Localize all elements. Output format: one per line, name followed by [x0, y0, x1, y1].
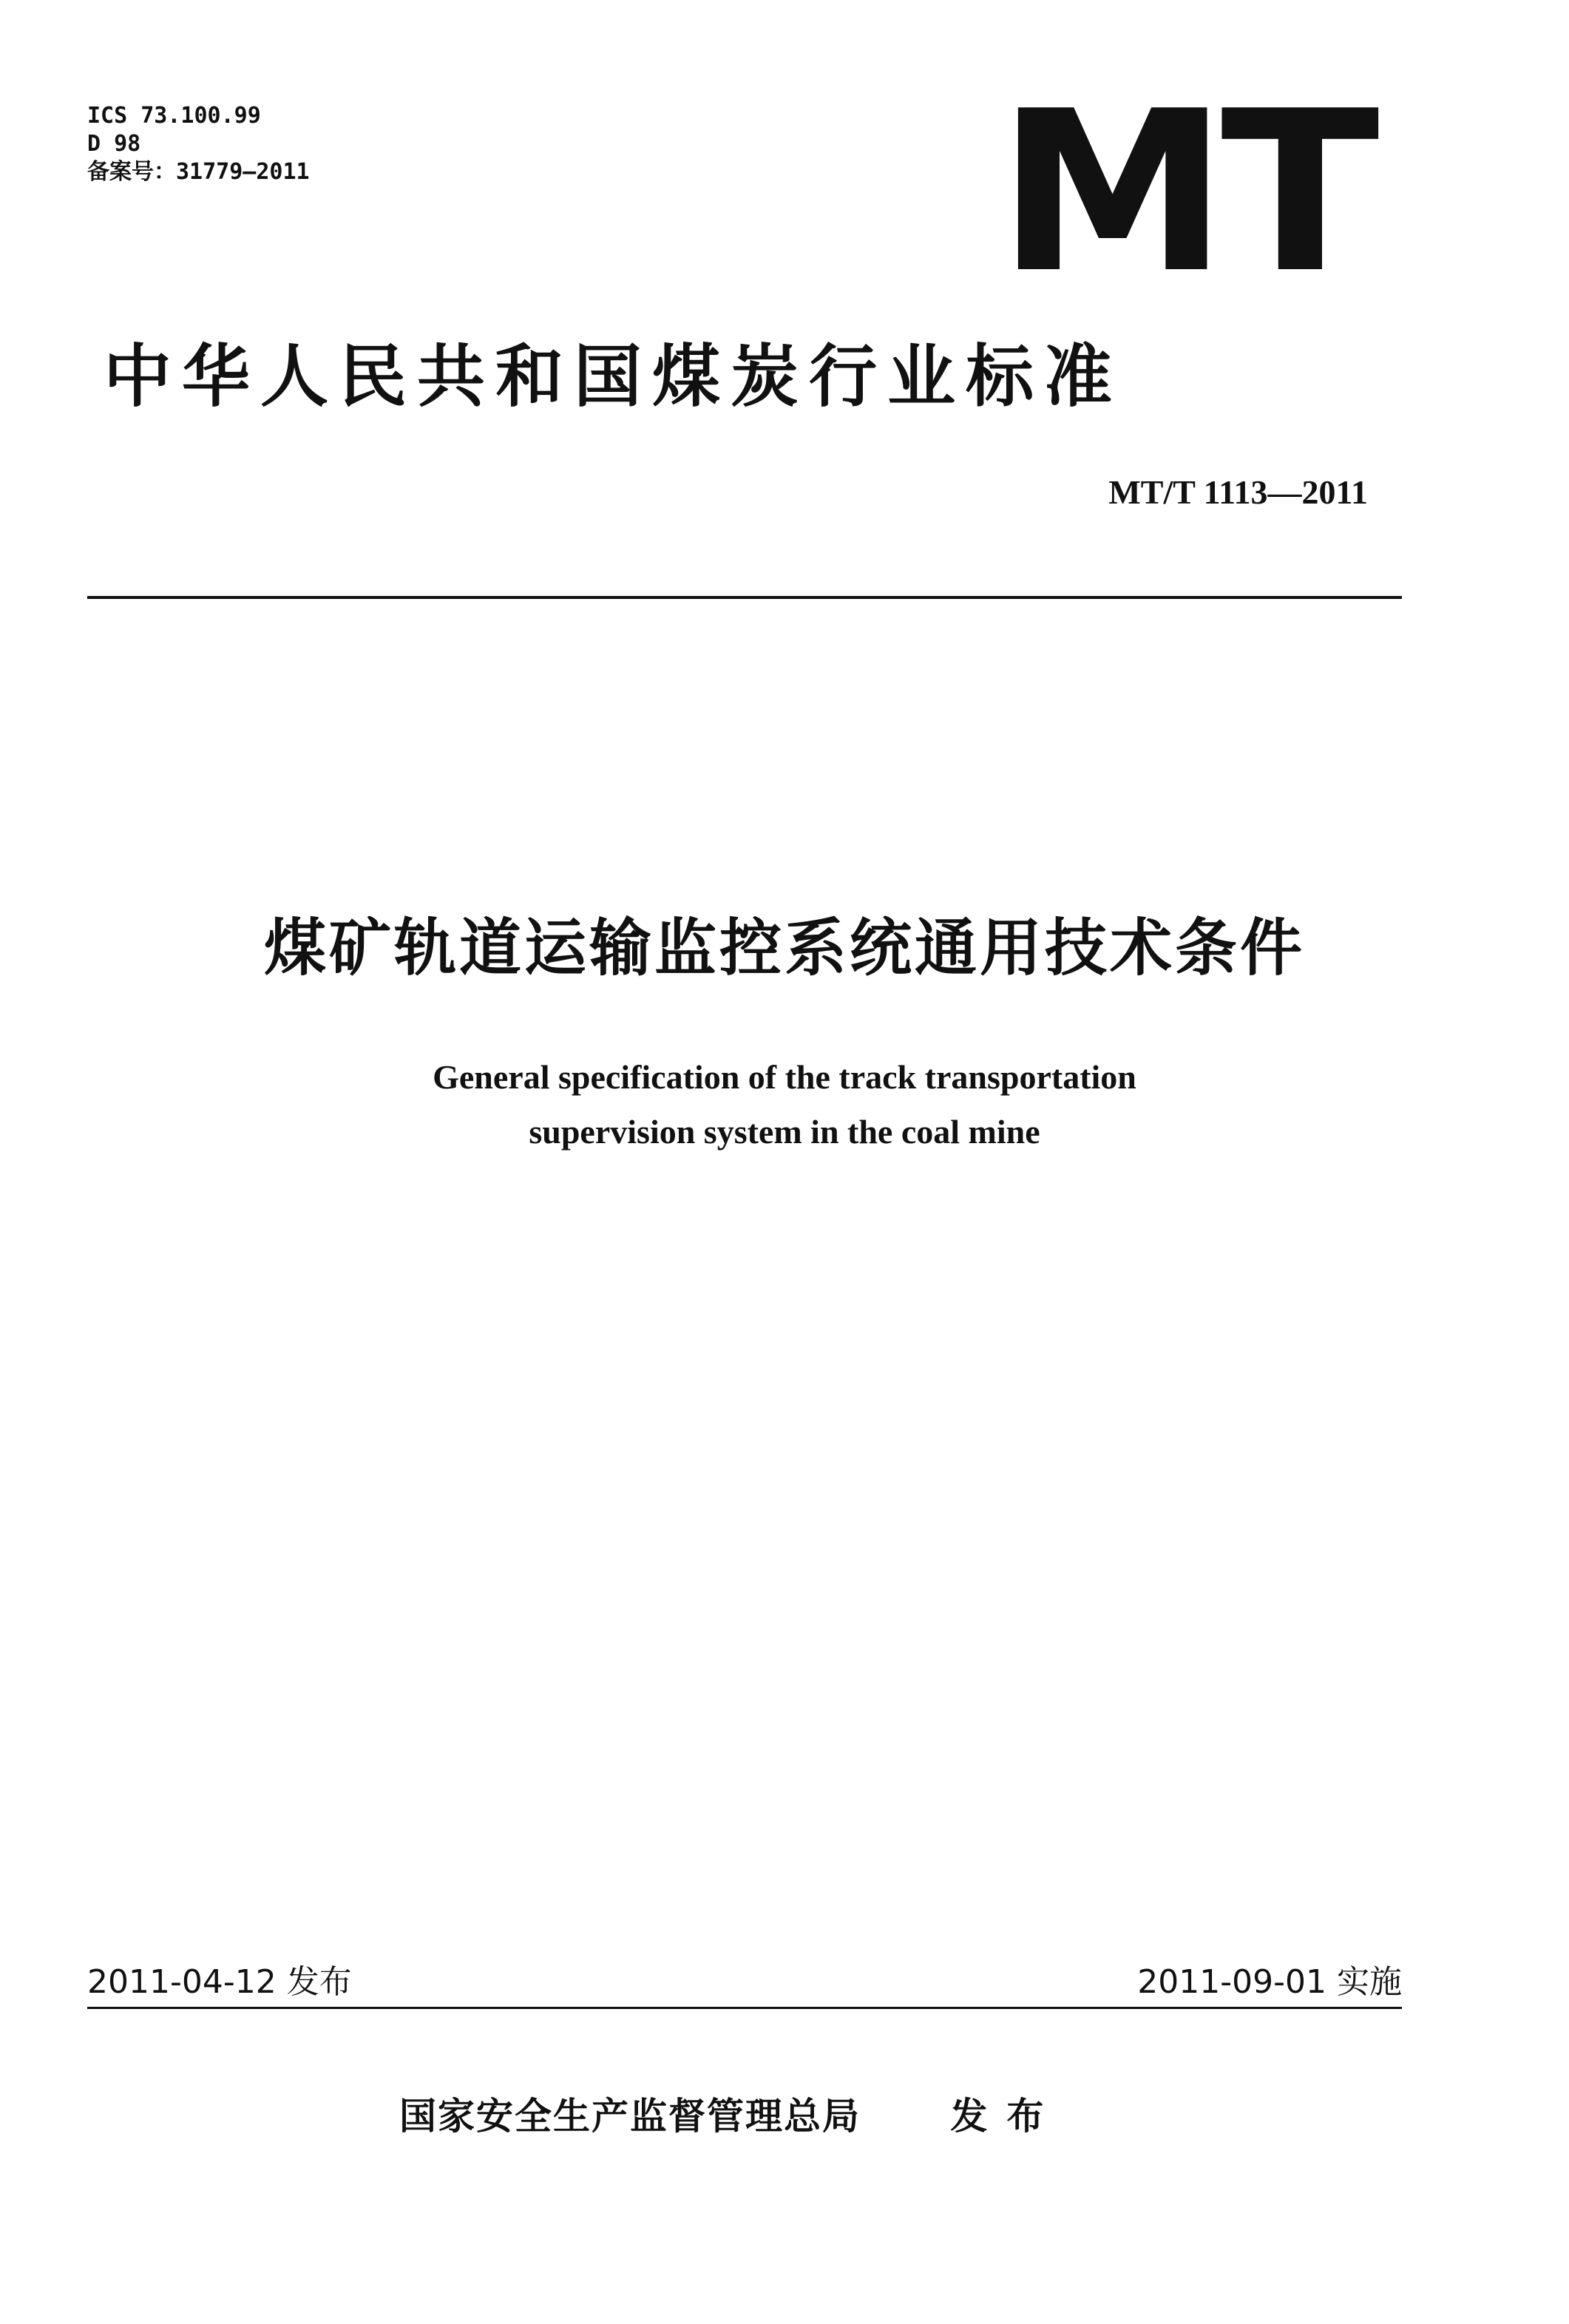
publisher-action: 发布 [950, 2095, 1063, 2138]
classification-code: D 98 [87, 131, 141, 157]
document-title-chinese: 煤矿轨道运输监控系统通用技术条件 [263, 912, 1305, 984]
document-title-english-line-2: supervision system in the coal mine [529, 1113, 1040, 1151]
release-date: 2011-04-12 发布 [87, 1963, 352, 2001]
publisher-name: 国家安全生产监督管理总局 [399, 2095, 861, 2138]
publisher-line [399, 2091, 1063, 2141]
filing-number: 备案号：31779—2011 [87, 159, 310, 185]
top-divider [87, 596, 1402, 599]
cover-metadata [87, 102, 310, 186]
implementation-date: 2011-09-01 实施 [1137, 1963, 1402, 2001]
mt-logo: MT [997, 64, 1372, 322]
standard-number: MT/T 1113—2011 [1108, 473, 1368, 511]
document-title-english-line-1: General specification of the track transportation [433, 1058, 1136, 1096]
bottom-divider [87, 2007, 1402, 2009]
ics-code: ICS 73.100.99 [87, 103, 261, 129]
standard-title: 中华人民共和国煤炭行业标准 [104, 337, 1123, 416]
document-title-english [0, 1050, 1569, 1159]
